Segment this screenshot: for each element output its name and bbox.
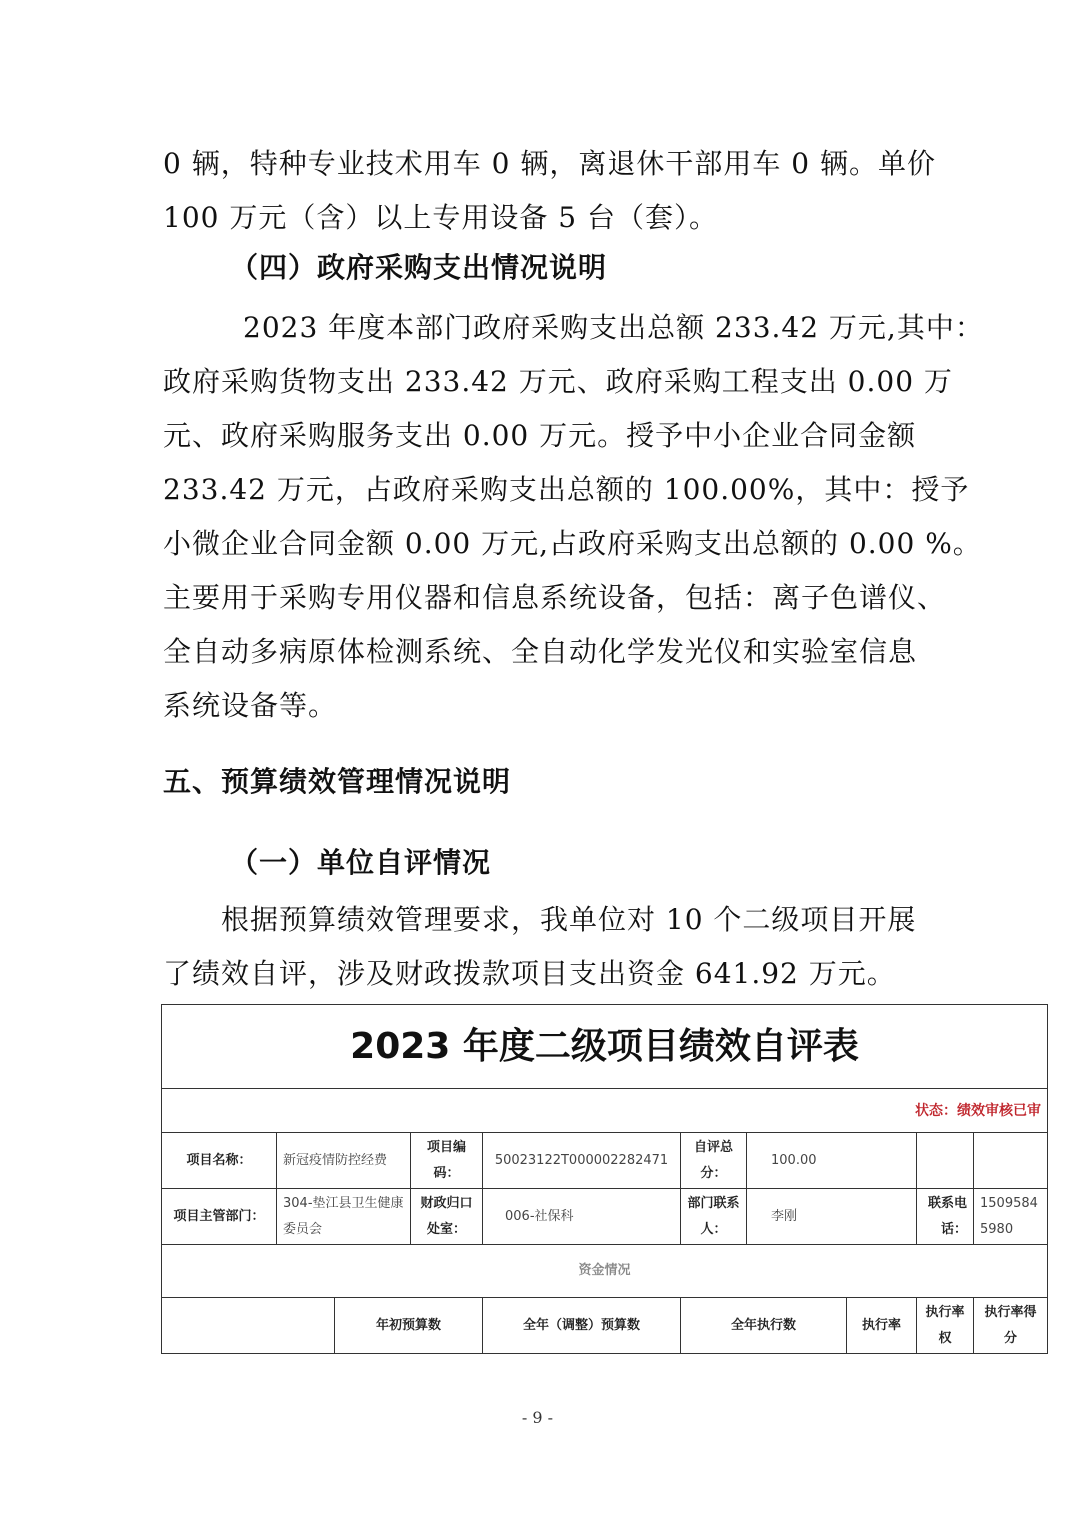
- table-status-row: [162, 1089, 1048, 1133]
- text-line: 233.42 万元，占政府采购支出总额的 100.00%，其中：授予: [163, 473, 970, 506]
- text-line: 100 万元（含）以上专用设备 5 台（套）。: [163, 201, 718, 234]
- text-line: 2023 年度本部门政府采购支出总额 233.42 万元,其中：: [243, 311, 984, 344]
- text-line: 主要用于采购专用仪器和信息系统设备，包括：离子色谱仪、: [163, 581, 947, 614]
- table-row-funds-section: [162, 1245, 1048, 1298]
- table-row-funds-header: [162, 1298, 1048, 1354]
- section-heading-procurement: （四）政府采购支出情况说明: [230, 251, 608, 284]
- text-line: 小微企业合同金额 0.00 万元,占政府采购支出总额的 0.00 %。: [163, 527, 982, 560]
- header-initial-budget: 年初预算数: [335, 1298, 483, 1354]
- text-line: 全自动多病原体检测系统、全自动化学发光仪和实验室信息: [163, 635, 918, 668]
- performance-evaluation-table: [161, 1004, 1048, 1354]
- contact-person-label: 部门联系人：: [681, 1189, 747, 1245]
- project-name-label: 项目名称：: [162, 1133, 277, 1189]
- subsection-heading-self-evaluation: （一）单位自评情况: [230, 846, 492, 879]
- empty-cell: [162, 1298, 335, 1354]
- project-name-value: 新冠疫情防控经费: [277, 1133, 411, 1189]
- empty-cell: [974, 1133, 1048, 1189]
- department-label: 项目主管部门：: [162, 1189, 277, 1245]
- text-line: 系统设备等。: [163, 689, 338, 722]
- finance-office-label: 财政归口处室：: [411, 1189, 483, 1245]
- text-line: 元、政府采购服务支出 0.00 万元。授予中小企业合同金额: [163, 419, 917, 452]
- empty-cell: [917, 1133, 974, 1189]
- self-score-value: 100.00: [747, 1133, 917, 1189]
- contact-phone-label: 联系电话：: [917, 1189, 974, 1245]
- department-value: 304-垫江县卫生健康委员会: [277, 1189, 411, 1245]
- text-line: 了绩效自评，涉及财政拨款项目支出资金 641.92 万元。: [163, 957, 896, 990]
- funds-section-label: 资金情况: [162, 1245, 1048, 1298]
- header-rate-weight: 执行率权: [917, 1298, 974, 1354]
- text-line: 0 辆，特种专业技术用车 0 辆，离退休干部用车 0 辆。单价: [163, 147, 936, 180]
- contact-person-value: 李刚: [747, 1189, 917, 1245]
- paragraph-procurement: [163, 301, 984, 733]
- header-execution-rate: 执行率: [847, 1298, 917, 1354]
- status-badge: 状态：绩效审核已审: [162, 1089, 1048, 1133]
- header-rate-score: 执行率得分: [974, 1298, 1048, 1354]
- table-title-row: [162, 1005, 1048, 1089]
- contact-phone-value: 15095845980: [974, 1189, 1048, 1245]
- page-number: - 9 -: [521, 1408, 554, 1427]
- self-score-label: 自评总分：: [681, 1133, 747, 1189]
- text-line: 政府采购货物支出 233.42 万元、政府采购工程支出 0.00 万: [163, 365, 953, 398]
- section-heading-performance: 五、预算绩效管理情况说明: [163, 765, 512, 798]
- paragraph-self-evaluation: [163, 893, 915, 1001]
- paragraph-vehicles: [163, 137, 936, 245]
- table-row-project: [162, 1133, 1048, 1189]
- table-title: 2023 年度二级项目绩效自评表: [162, 1005, 1048, 1089]
- header-adjusted-budget: 全年（调整）预算数: [483, 1298, 681, 1354]
- header-executed: 全年执行数: [681, 1298, 847, 1354]
- finance-office-value: 006-社保科: [483, 1189, 681, 1245]
- table-row-department: [162, 1189, 1048, 1245]
- text-line: 根据预算绩效管理要求，我单位对 10 个二级项目开展: [221, 903, 917, 936]
- project-code-label: 项目编码：: [411, 1133, 483, 1189]
- project-code-value: 50023122T000002282471: [483, 1133, 681, 1189]
